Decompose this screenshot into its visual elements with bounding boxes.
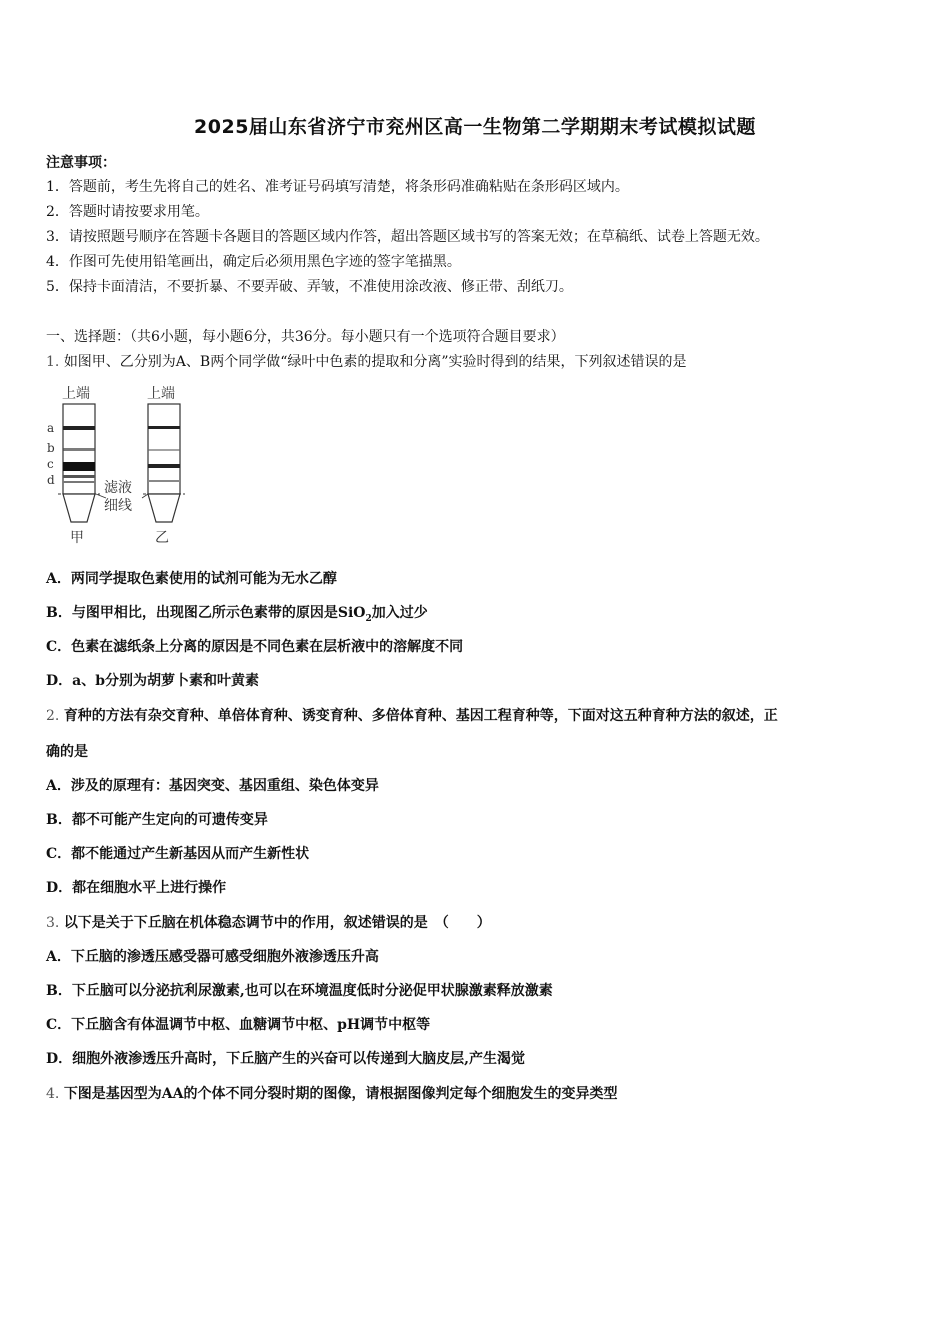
q3-option-c: C．下丘脑含有体温调节中枢、血糖调节中枢、pH调节中枢等 bbox=[46, 1017, 431, 1033]
q2-option-b: B．都不可能产生定向的可遗传变异 bbox=[46, 812, 268, 828]
q3-option-b: B．下丘脑可以分泌抗利尿激素,也可以在环境温度低时分泌促甲状腺激素释放激素 bbox=[46, 983, 553, 999]
chromatography-figure bbox=[44, 382, 194, 548]
question-1 bbox=[46, 353, 687, 371]
q2-option-d: D．都在细胞水平上进行操作 bbox=[46, 880, 227, 896]
section-header: 一、选择题：（共6小题，每小题6分，共36分。每小题只有一个选项符合题目要求） bbox=[46, 329, 565, 345]
band-label-d: d bbox=[47, 473, 55, 487]
question-number: 2. bbox=[46, 708, 60, 724]
question-text: 育种的方法有杂交育种、单倍体育种、诱变育种、多倍体育种、基因工程育种等，下面对这五种育种方法的叙述，正 bbox=[63, 708, 778, 724]
question-4 bbox=[46, 1085, 618, 1103]
q3-option-d: D．细胞外液渗透压升高时，下丘脑产生的兴奋可以传递到大脑皮层,产生渴觉 bbox=[46, 1051, 526, 1067]
question-number: 4. bbox=[46, 1086, 60, 1102]
q1-option-a: A．两同学提取色素使用的试剂可能为无水乙醇 bbox=[46, 571, 337, 587]
q1-option-c: C．色素在滤纸条上分离的原因是不同色素在层析液中的溶解度不同 bbox=[46, 639, 464, 655]
notice-header: 注意事项： bbox=[46, 155, 116, 171]
notice-item-3: 3．请按照题号顺序在答题卡各题目的答题区域内作答，超出答题区域书写的答案无效；在草稿纸、试卷上答题无效。 bbox=[46, 229, 769, 245]
question-number: 3. bbox=[46, 915, 60, 931]
band-label-b: b bbox=[47, 441, 55, 455]
notice-item-2: 2．答题时请按要求用笔。 bbox=[46, 204, 209, 220]
strip-name-left: 甲 bbox=[70, 530, 84, 546]
page-title: 2025届山东省济宁市兖州区高一生物第二学期期末考试模拟试题 bbox=[194, 116, 756, 138]
question-3 bbox=[46, 914, 491, 932]
question-number: 1. bbox=[46, 354, 60, 370]
strip-name-right: 乙 bbox=[155, 530, 169, 546]
q1-option-d: D．a、b分别为胡萝卜素和叶黄素 bbox=[46, 673, 260, 689]
question-text: 下图是基因型为AA的个体不同分裂时期的图像，请根据图像判定每个细胞发生的变异类型 bbox=[63, 1086, 618, 1102]
band-label-a: a bbox=[47, 421, 55, 435]
q3-option-a: A．下丘脑的渗透压感受器可感受细胞外液渗透压升高 bbox=[46, 949, 379, 965]
question-text: 如图甲、乙分别为A、B两个同学做“绿叶中色素的提取和分离”实验时得到的结果，下列叙述错误的是 bbox=[63, 354, 687, 370]
top-label-left: 上端 bbox=[62, 386, 90, 402]
notice-item-1: 1．答题前，考生先将自己的姓名、准考证号码填写清楚，将条形码准确粘贴在条形码区域内。 bbox=[46, 179, 629, 195]
notice-item-4: 4．作图可先使用铅笔画出，确定后必须用黑色字迹的签字笔描黑。 bbox=[46, 254, 461, 270]
question-text: 以下是关于下丘脑在机体稳态调节中的作用，叙述错误的是 （ ） bbox=[63, 915, 491, 931]
top-label-right: 上端 bbox=[147, 386, 175, 402]
filter-line-label-2: 细线 bbox=[104, 498, 132, 514]
question-2-line-1 bbox=[46, 707, 778, 725]
notice-item-5: 5．保持卡面清洁，不要折暴、不要弄破、弄皱，不准使用涂改液、修正带、刮纸刀。 bbox=[46, 279, 573, 295]
band-label-c: c bbox=[47, 457, 54, 471]
q1-option-b: B．与图甲相比，出现图乙所示色素带的原因是SiO$_2$加入过少 bbox=[46, 605, 428, 624]
question-2-line-2: 确的是 bbox=[46, 744, 88, 760]
filter-line-label-1: 滤液 bbox=[104, 480, 132, 496]
q2-option-a: A．涉及的原理有：基因突变、基因重组、染色体变异 bbox=[46, 778, 379, 794]
q2-option-c: C．都不能通过产生新基因从而产生新性状 bbox=[46, 846, 310, 862]
